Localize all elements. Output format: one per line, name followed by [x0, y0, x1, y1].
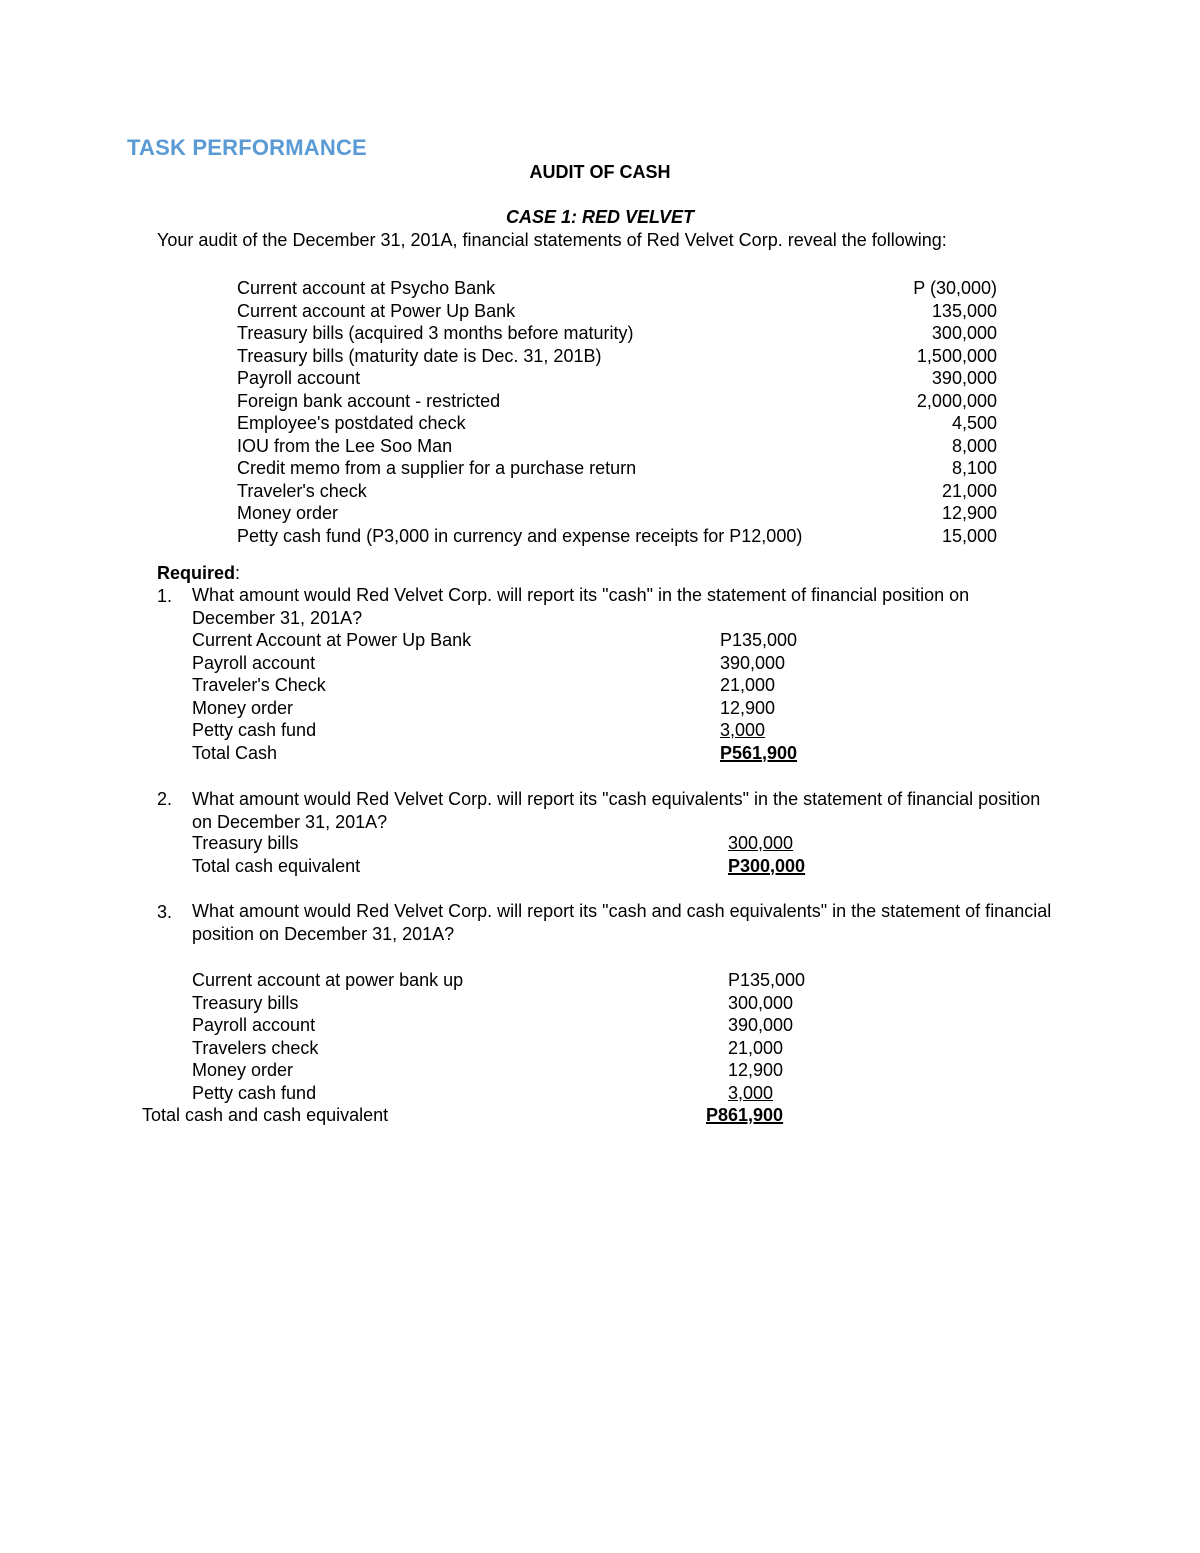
- given-label: Credit memo from a supplier for a purchase return: [237, 458, 637, 478]
- given-row: [237, 390, 997, 413]
- answer-amount: 390,000: [728, 1015, 794, 1035]
- answer-amount: P135,000: [728, 970, 806, 990]
- answer-amount: 390,000: [720, 652, 786, 673]
- given-amount: P (30,000): [913, 278, 997, 298]
- answer-amount: 21,000: [720, 675, 776, 695]
- question-number: 3.: [157, 902, 173, 922]
- question-text: What amount would Red Velvet Corp. will report its "cash" in the statement of financial position on December 31, 201A?: [192, 585, 970, 628]
- given-amount: 8,000: [951, 435, 997, 456]
- total-amount: P861,900: [706, 1105, 784, 1125]
- given-row: [237, 300, 997, 323]
- document-title: AUDIT OF CASH: [529, 162, 671, 182]
- answer-amount: 3,000: [728, 1082, 774, 1103]
- given-amount: 390,000: [931, 368, 997, 388]
- answer-amount: 12,900: [720, 697, 776, 718]
- given-amount: 4,500: [951, 413, 997, 433]
- given-row: [237, 457, 997, 480]
- given-amount: 300,000: [931, 323, 997, 343]
- question-number: 2.: [157, 789, 173, 809]
- given-row: [237, 502, 997, 525]
- answer-label: Treasury bills: [192, 992, 299, 1013]
- given-row: [237, 435, 997, 458]
- given-amount: 21,000: [941, 480, 997, 501]
- answer-amount: 300,000: [728, 833, 794, 853]
- question-text: What amount would Red Velvet Corp. will report its "cash equivalents" in the statement of financial position on December 31, 201A?: [192, 789, 1041, 832]
- header-title: TASK PERFORMANCE: [127, 135, 367, 160]
- answer-amount: 21,000: [728, 1037, 784, 1058]
- given-amount: 2,000,000: [916, 390, 997, 411]
- given-row: [237, 277, 997, 300]
- answer-amount: P135,000: [720, 630, 798, 650]
- answer-label: Money order: [192, 1060, 294, 1080]
- given-label: Payroll account: [237, 368, 361, 388]
- answer-label: Travelers check: [192, 1037, 319, 1058]
- answer-label: Treasury bills: [192, 833, 299, 853]
- given-amount: 15,000: [941, 525, 997, 546]
- answer-label: Current account at power bank up: [192, 970, 464, 990]
- given-label: IOU from the Lee Soo Man: [237, 435, 453, 456]
- total-label: Total cash and cash equivalent: [142, 1105, 389, 1125]
- answer-label: Petty cash fund: [192, 720, 317, 740]
- given-row: [237, 322, 997, 345]
- given-row: [237, 345, 997, 368]
- required-colon: :: [235, 563, 241, 583]
- given-row: [237, 412, 997, 435]
- answer-amount: 12,900: [728, 1060, 784, 1080]
- total-label: Total Cash: [192, 742, 278, 763]
- given-amount: 1,500,000: [916, 345, 997, 366]
- given-amount: 12,900: [941, 503, 997, 523]
- given-amount: 8,100: [951, 458, 997, 478]
- question-number: 1.: [157, 586, 173, 606]
- question-text: What amount would Red Velvet Corp. will report its "cash and cash equivalents" in the statement of financial position on December 31, 201A?: [192, 901, 1052, 944]
- given-label: Petty cash fund (P3,000 in currency and expense receipts for P12,000): [237, 525, 803, 546]
- answer-label: Petty cash fund: [192, 1082, 317, 1103]
- answer-label: Current Account at Power Up Bank: [192, 630, 472, 650]
- answer-label: Payroll account: [192, 1015, 316, 1035]
- given-label: Treasury bills (acquired 3 months before maturity): [237, 323, 634, 343]
- answer-label: Payroll account: [192, 652, 316, 673]
- answer-label: Traveler's Check: [192, 675, 326, 695]
- case-title: CASE 1: RED VELVET: [505, 207, 695, 227]
- given-label: Treasury bills (maturity date is Dec. 31, 201B): [237, 345, 602, 366]
- given-label: Current account at Psycho Bank: [237, 278, 496, 298]
- given-label: Current account at Power Up Bank: [237, 300, 516, 321]
- given-row: [237, 480, 997, 503]
- answer-label: Money order: [192, 697, 294, 718]
- answer-amount: 3,000: [720, 720, 766, 740]
- total-label: Total cash equivalent: [192, 855, 361, 876]
- given-row: [237, 367, 997, 390]
- given-label: Employee's postdated check: [237, 413, 466, 433]
- given-label: Money order: [237, 503, 339, 523]
- intro-paragraph: Your audit of the December 31, 201A, financial statements of Red Velvet Corp. reveal the following:: [157, 230, 947, 250]
- total-amount: P561,900: [720, 742, 798, 763]
- total-amount: P300,000: [728, 855, 806, 876]
- given-label: Traveler's check: [237, 480, 367, 501]
- given-label: Foreign bank account - restricted: [237, 390, 501, 411]
- given-row: [237, 525, 997, 548]
- required-heading: [157, 562, 240, 584]
- required-label: Required: [157, 563, 236, 583]
- given-amount: 135,000: [931, 300, 997, 321]
- answer-amount: 300,000: [728, 992, 794, 1013]
